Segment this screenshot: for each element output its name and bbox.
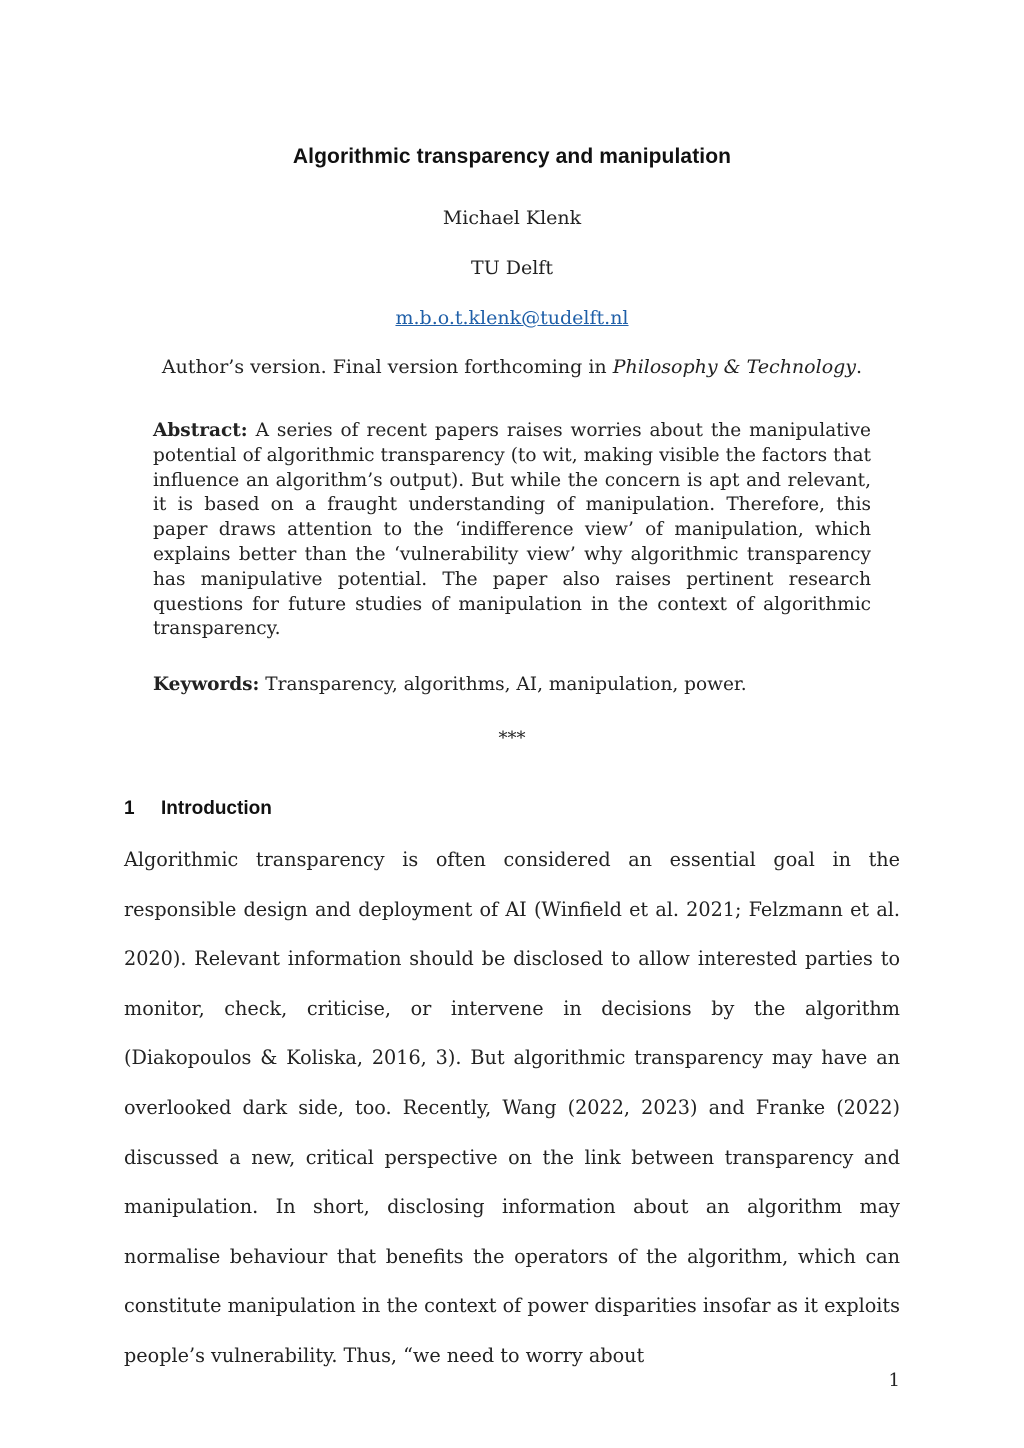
author-email (0, 307, 1024, 329)
version-note (0, 356, 1024, 378)
author-name: Michael Klenk (442, 207, 582, 229)
section-separator: *** (498, 728, 526, 749)
journal-name: Philosophy & Technology (612, 356, 857, 378)
version-prefix: Author’s version. Final version forthcoming in (161, 356, 613, 378)
email-link[interactable]: m.b.o.t.klenk@tudelft.nl (395, 307, 629, 329)
abstract-label: Abstract: (153, 420, 248, 441)
keywords-label: Keywords: (153, 674, 260, 695)
page-number: 1 (888, 1370, 900, 1391)
section-title: Introduction (161, 798, 272, 819)
section-number: 1 (124, 798, 135, 819)
section-heading (124, 798, 272, 820)
author-affiliation: TU Delft (471, 257, 553, 279)
version-suffix: . (856, 356, 863, 378)
keywords-text: Transparency, algorithms, AI, manipulation, power. (259, 674, 747, 695)
abstract-text: A series of recent papers raises worries about the manipulative potential of algorithmic transparency (to wit, making visible the factors that influence an algorithm’s output). But while the concern is apt and relevant, it is based on a fraught understanding of manipulation. Therefore, this paper draws attention to the ‘indifference view’ of manipulation, which explains better than the ‘vulnerability view’ why algorithmic transparency has manipulative potential. The paper also raises pertinent research questions for future studies of manipulation in the context of algorithmic transparency. (153, 420, 871, 640)
keywords (153, 674, 871, 695)
paper-title: Algorithmic transparency and manipulation (292, 145, 732, 168)
abstract (153, 419, 871, 642)
introduction-paragraph: Algorithmic transparency is often considered an essential goal in the responsible design and deployment of AI (Winfield et al. 2021; Felzmann et al. 2020). Relevant information should be disclosed to allow interested parties to monitor, check, criticise, or intervene in decisions by the algorithm (Diakopoulos & Koliska, 2016, 3). But algorithmic transparency may have an overlooked dark side, too. Recently, Wang (2022, 2023) and Franke (2022) discussed a new, critical perspective on the link between transparency and manipulation. In short, disclosing information about an algorithm may normalise behaviour that benefits the operators of the algorithm, which can constitute manipulation in the context of power disparities insofar as it exploits people’s vulnerability. Thus, “we need to worry about (124, 848, 900, 1367)
